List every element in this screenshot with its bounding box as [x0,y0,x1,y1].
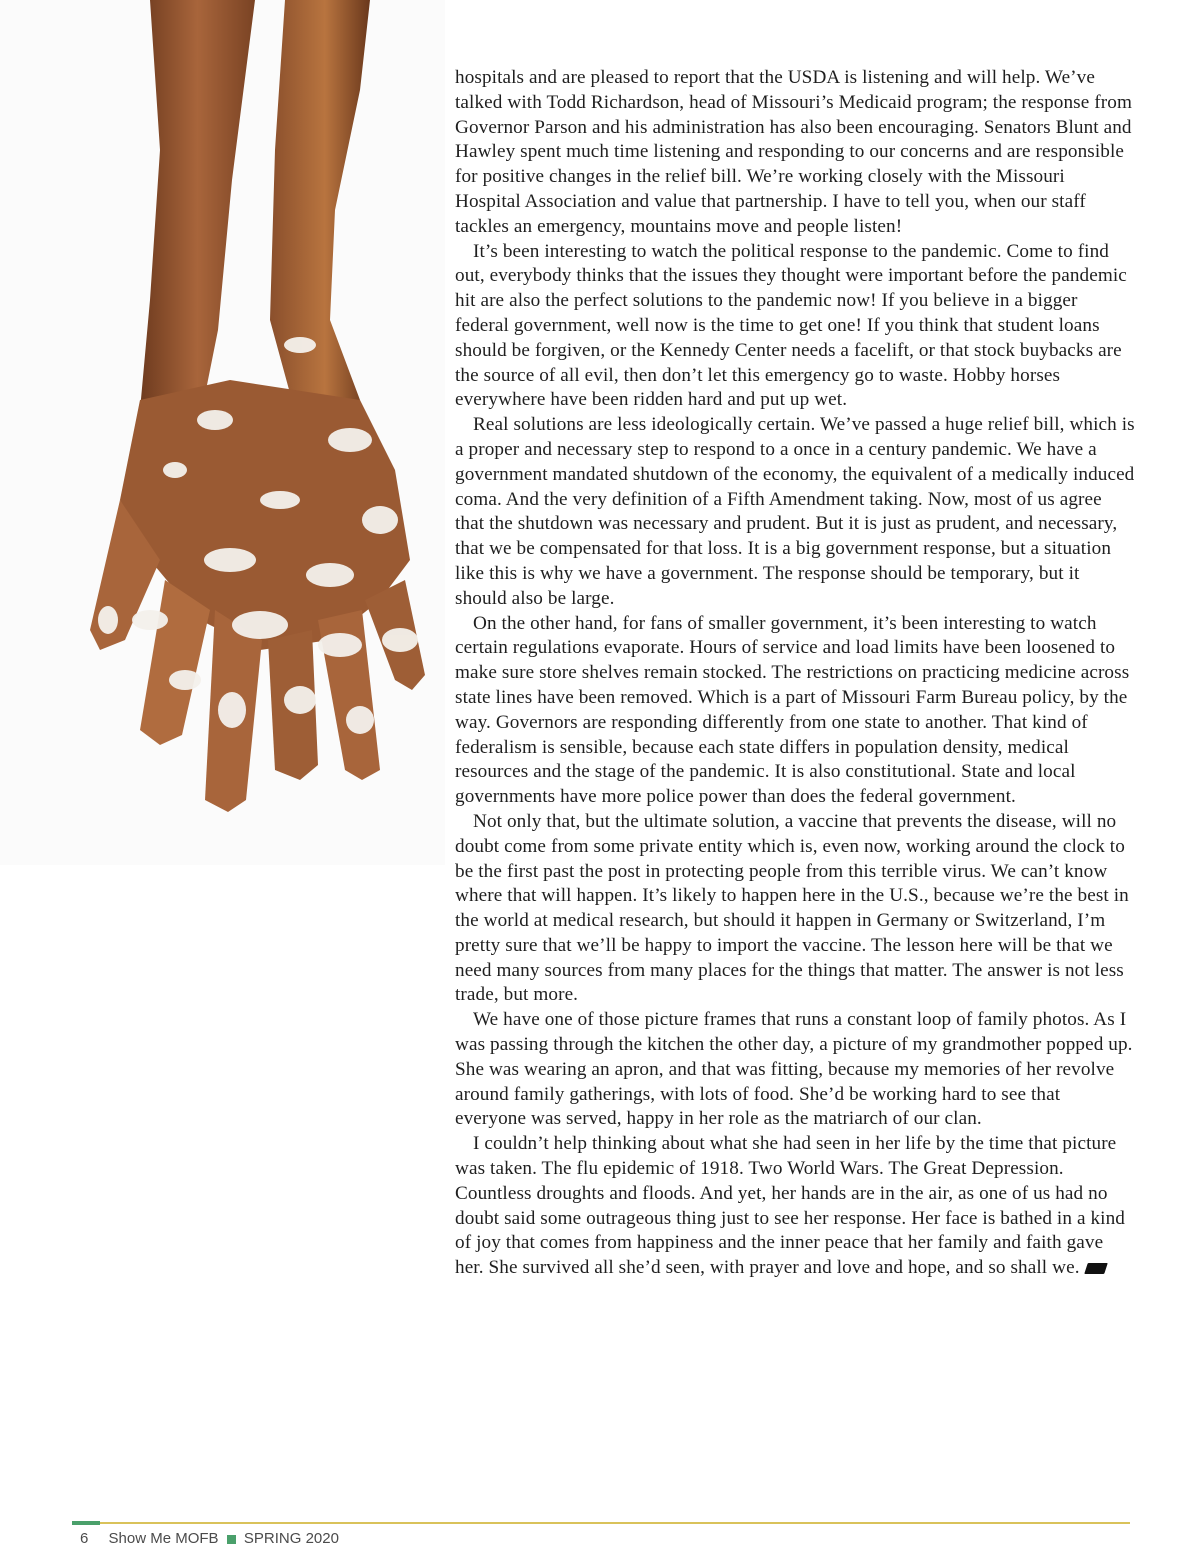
separator-square-icon [227,1535,236,1544]
page-number: 6 [80,1530,89,1548]
hands-washing-photo [0,0,445,865]
page-footer [80,1529,339,1549]
article-paragraph-4: On the other hand, for fans of smaller government, it’s been interesting to watch certain regulations evaporate. Hours of service and load limits have been loosened to make sure store shelves remain stocked. The restrictions on practicing medicine across state lines have been removed. Which is a part of Missouri Farm Bureau policy, by the way. Governors are responding differently from one state to another. That kind of federalism is sensible, because each state differs in population density, medical resources and the stage of the pandemic. It is also constitutional. State and local governments have more police power than does the federal government. [455,612,1130,808]
mofb-logo-icon [1084,1263,1108,1274]
footer-rule [72,1522,1130,1524]
footer-rule-accent [72,1521,100,1525]
article-paragraph-3: Real solutions are less ideologically certain. We’ve passed a huge relief bill, which is a proper and necessary step to respond to a once in a century pandemic. We have a government mandated shutdown of the economy, the equivalent of a medically induced coma. And the very definition of a Fifth Amendment taking. Now, most of us agree that the shutdown was necessary and prudent. But it is just as prudent, and necessary, that we be compensated for that loss. It is a big government response, but a situation like this is why we have a government. The response should be temporary, but it should also be large. [455,414,1135,609]
article-paragraph-2: It’s been interesting to watch the political response to the pandemic. Come to find out, everybody thinks that the issues they thought were important before the pandemic hit are also the perfect solutions to the pandemic now! If you believe in a bigger federal government, well now is the time to get one! If you think that student loans should be forgiven, or the Kennedy Center needs a facelift, or that stock buybacks are the source of all evil, then don’t let this emergency go to waste. Hobby horses everywhere have been ridden hard and put up wet. [455,240,1127,411]
article-paragraph-5: Not only that, but the ultimate solution, a vaccine that prevents the disease, will no doubt come from some private entity which is, even now, working around the clock to be the first past the post in protecting people from this terrible virus. We can’t know where that will happen. It’s likely to happen here in the U.S., because we’re the best in the world at medical research, but should it happen in Germany or Switzerland, I’m pretty sure that we’ll be happy to import the vaccine. The lesson here will be that we need many sources from many places for the things that matter. The answer is not less trade, but more. [455,810,1129,1006]
article-paragraph-1: hospitals and are pleased to report that the USDA is listening and will help. We’ve talked with Todd Richardson, head of Missouri’s Medicaid program; the response from Governor Parson and his administration has also been encouraging. Senators Blunt and Hawley spent much time listening and responding to our concerns and are responsible for positive changes in the relief bill. We’re working closely with the Missouri Hospital Association and value that partnership. I have to tell you, when our staff tackles an emergency, mountains move and people listen! [455,67,1132,237]
article-body [455,66,1135,1281]
article-paragraph-7 [455,1132,1135,1281]
issue-label: SPRING 2020 [243,1530,339,1548]
article-paragraph-6: We have one of those picture frames that runs a constant loop of family photos. As I was passing through the kitchen the other day, a picture of my grandmother popped up. She was wearing an apron, and that was fitting, because my memories of her revolve around family gatherings, with lots of food. She’d be working hard to see that everyone was served, happy in her role as the matriarch of our clan. [455,1009,1133,1130]
publication-name: Show Me MOFB [108,1530,219,1548]
closing-paragraph-text: I couldn’t help thinking about what she had seen in her life by the time that picture was taken. The flu epidemic of 1918. Two World Wars. The Great Depression. Countless droughts and floods. And yet, her hands are in the air, as one of us had no doubt said some outrageous thing just to see her response. Her face is bathed in a kind of joy that comes from happiness and the inner peace that her family and faith gave her. She survived all she’d seen, with prayer and love and hope, and so shall we. [455,1133,1125,1279]
